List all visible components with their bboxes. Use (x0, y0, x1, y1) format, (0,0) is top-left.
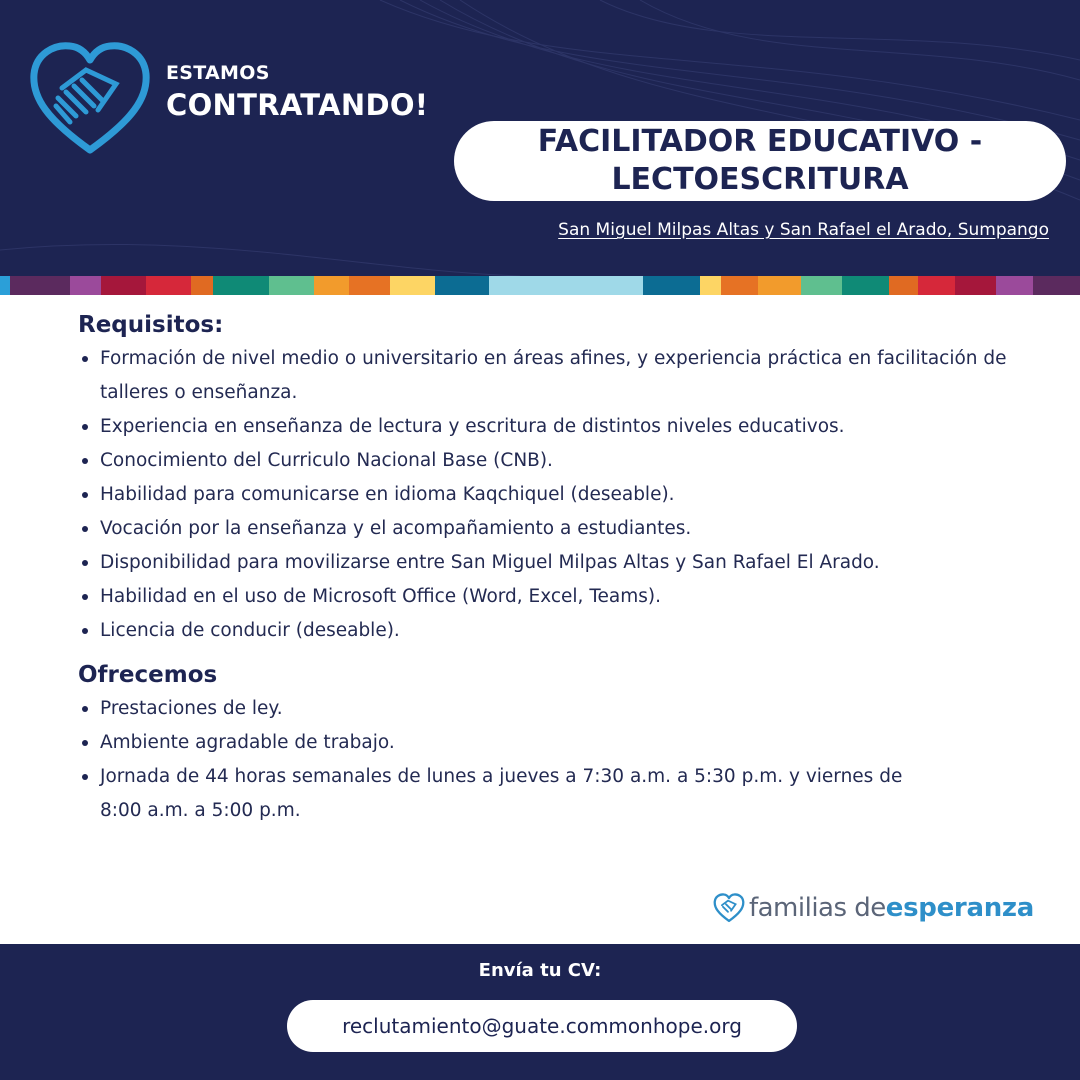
list-item: Prestaciones de ley. (78, 692, 1038, 726)
brand-name-part2: esperanza (885, 893, 1034, 923)
hiring-label-top: ESTAMOS (166, 62, 270, 84)
stripe-segment (801, 276, 842, 295)
stripe-segment (146, 276, 191, 295)
requirements-title: Requisitos: (78, 312, 224, 338)
offers-title: Ofrecemos (78, 662, 218, 688)
requirements-list (78, 342, 1038, 648)
stripe-segment (390, 276, 435, 295)
stripe-segment (0, 276, 10, 295)
stripe-segment (10, 276, 70, 295)
stripe-segment (996, 276, 1033, 295)
stripe-segment (643, 276, 700, 295)
stripe-segment (435, 276, 488, 295)
send-cv-label: Envía tu CV: (478, 960, 602, 981)
job-title-line-1: FACILITADOR EDUCATIVO - (537, 124, 983, 159)
list-item: Formación de nivel medio o universitario en áreas afines, y experiencia práctica en facilitación de talleres o enseñanza. (78, 342, 1038, 410)
location-link[interactable]: San Miguel Milpas Altas y San Rafael el Arado, Sumpango (558, 220, 1049, 240)
list-item: Habilidad para comunicarse en idioma Kaqchiquel (deseable). (78, 478, 1038, 512)
stripe-segment (489, 276, 643, 295)
heart-handshake-icon (28, 40, 152, 158)
job-title-line-2: LECTOESCRITURA (611, 162, 909, 197)
header-banner (0, 0, 1080, 276)
stripe-segment (721, 276, 758, 295)
list-item: Licencia de conducir (deseable). (78, 614, 1038, 648)
stripe-segment (758, 276, 801, 295)
main-content (78, 312, 1038, 828)
stripe-segment (889, 276, 918, 295)
email-link[interactable]: reclutamiento@guate.commonhope.org (342, 1014, 742, 1038)
stripe-segment (191, 276, 214, 295)
stripe-segment (955, 276, 996, 295)
list-item: Ambiente agradable de trabajo. (78, 726, 1038, 760)
list-item: Experiencia en enseñanza de lectura y escritura de distintos niveles educativos. (78, 410, 1038, 444)
list-item: Conocimiento del Curriculo Nacional Base (CNB). (78, 444, 1038, 478)
offers-list (78, 692, 1038, 828)
stripe-segment (314, 276, 349, 295)
list-item: Habilidad en el uso de Microsoft Office (Word, Excel, Teams). (78, 580, 1038, 614)
list-item: Jornada de 44 horas semanales de lunes a jueves a 7:30 a.m. a 5:30 p.m. y viernes de 8:00 a.m. a 5:00 p.m. (78, 760, 1038, 828)
hiring-label-bottom: CONTRATANDO! (166, 88, 429, 122)
stripe-segment (349, 276, 390, 295)
list-item: Vocación por la enseñanza y el acompañamiento a estudiantes. (78, 512, 1038, 546)
stripe-segment (918, 276, 955, 295)
brand-logo (713, 893, 1034, 923)
stripe-segment (269, 276, 314, 295)
email-pill[interactable] (287, 1000, 797, 1052)
brand-name-part1: familias de (748, 893, 886, 923)
stripe-segment (101, 276, 146, 295)
stripe-segment (213, 276, 268, 295)
stripe-segment (1033, 276, 1080, 295)
footer-banner (0, 944, 1080, 1080)
color-stripe (0, 276, 1080, 295)
list-item: Disponibilidad para movilizarse entre San Miguel Milpas Altas y San Rafael El Arado. (78, 546, 1038, 580)
stripe-segment (70, 276, 101, 295)
job-title-pill (454, 121, 1066, 201)
heart-handshake-icon (713, 893, 745, 923)
stripe-segment (842, 276, 889, 295)
stripe-segment (700, 276, 721, 295)
